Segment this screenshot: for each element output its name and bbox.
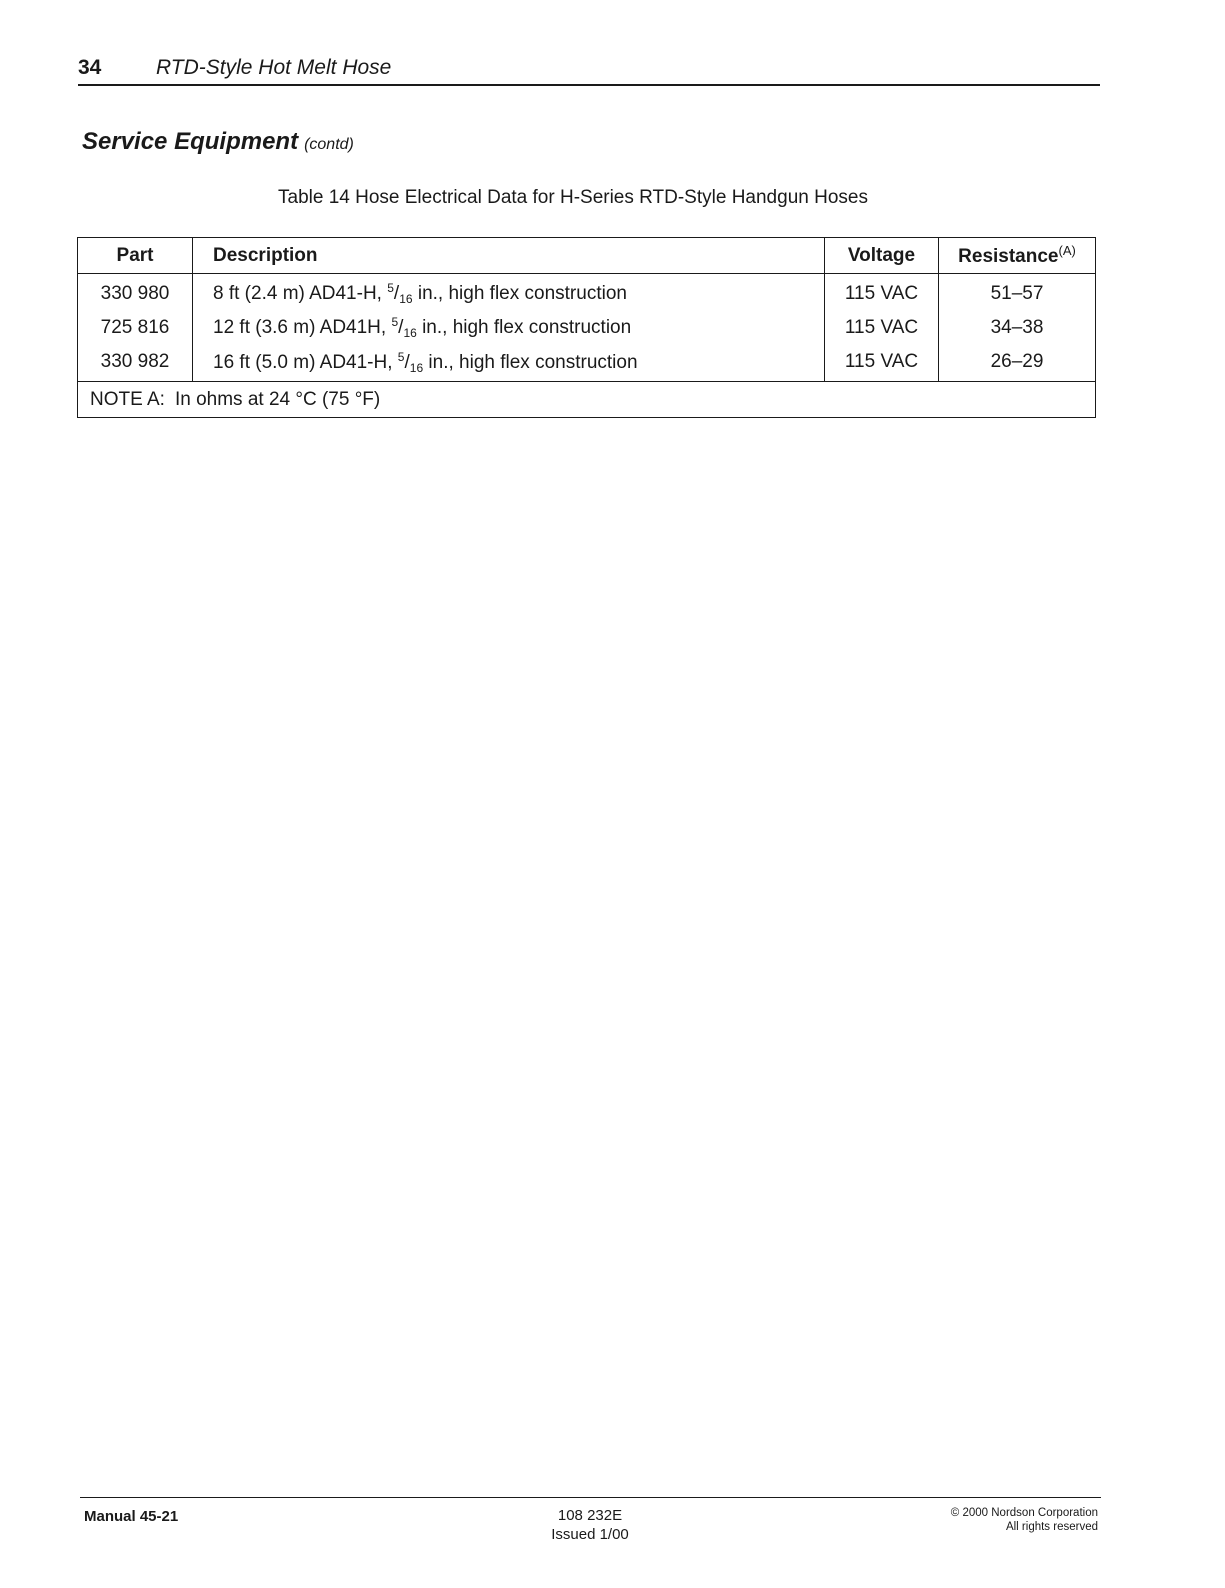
col-header-part: Part — [78, 238, 193, 274]
section-subtitle: (contd) — [304, 136, 354, 153]
cell-voltage: 115 VAC — [825, 346, 939, 382]
copyright — [951, 1506, 1098, 1534]
table-header-row — [78, 238, 1096, 274]
desc-text: 12 ft (3.6 m) AD41H, — [213, 317, 392, 338]
document-info — [480, 1506, 700, 1544]
resistance-note-ref: (A) — [1058, 243, 1076, 258]
copyright-line: © 2000 Nordson Corporation — [950, 1507, 1098, 1519]
cell-voltage: 115 VAC — [825, 310, 939, 346]
desc-text: in., high flex construction — [412, 283, 627, 305]
cell-resistance: 26–29 — [939, 346, 1096, 382]
cell-part: 725 816 — [78, 310, 193, 346]
table-row — [78, 310, 1096, 346]
page-footer — [80, 1497, 1101, 1543]
cell-part: 330 980 — [78, 274, 193, 310]
desc-text: 16 ft (5.0 m) AD41-H, — [213, 351, 398, 373]
note-label: NOTE A: — [90, 388, 165, 410]
fraction-numerator: 5 — [391, 315, 399, 329]
desc-text: in., high flex construction — [416, 317, 632, 338]
table-caption: Table 14 Hose Electrical Data for H-Series RTD-Style Handgun Hoses — [278, 187, 868, 208]
col-header-voltage: Voltage — [825, 238, 939, 274]
col-header-resistance — [939, 238, 1096, 274]
col-header-description: Description — [193, 238, 825, 274]
issued-date: Issued 1/00 — [551, 1526, 629, 1543]
fraction: $^5/_{16}$ — [387, 281, 413, 307]
cell-description — [193, 274, 825, 310]
doc-number: 108 232E — [557, 1507, 623, 1524]
fraction: $^5/_{16}$ — [391, 315, 417, 340]
desc-text: in., high flex construction — [423, 351, 638, 373]
running-title: RTD-Style Hot Melt Hose — [156, 56, 392, 79]
hose-electrical-table — [77, 237, 1096, 418]
fraction-numerator: 5 — [387, 281, 394, 296]
section-title — [82, 128, 354, 156]
page-number: 34 — [78, 56, 102, 79]
cell-resistance: 51–57 — [939, 274, 1096, 310]
cell-description — [193, 310, 825, 346]
table-note — [78, 382, 1096, 418]
fraction-numerator: 5 — [397, 349, 405, 364]
section-title-text: Service Equipment — [82, 128, 299, 155]
manual-number: Manual 45-21 — [84, 1508, 179, 1525]
desc-text: 8 ft (2.4 m) AD41-H, — [213, 283, 388, 305]
fraction-denominator: 16 — [409, 360, 424, 375]
cell-resistance: 34–38 — [939, 310, 1096, 346]
fraction: $^5/_{16}$ — [397, 349, 424, 375]
rights-line: All rights reserved — [1005, 1521, 1098, 1533]
fraction-denominator: 16 — [399, 292, 413, 307]
table-row — [78, 346, 1096, 382]
page-header — [78, 54, 1100, 86]
cell-description — [193, 346, 825, 382]
note-text: In ohms at 24 °C (75 °F) — [174, 388, 381, 410]
table-note-row — [78, 382, 1096, 418]
cell-part: 330 982 — [78, 346, 193, 382]
resistance-label: Resistance — [958, 246, 1059, 267]
fraction-denominator: 16 — [403, 326, 417, 340]
cell-voltage: 115 VAC — [825, 274, 939, 310]
table-row — [78, 274, 1096, 310]
